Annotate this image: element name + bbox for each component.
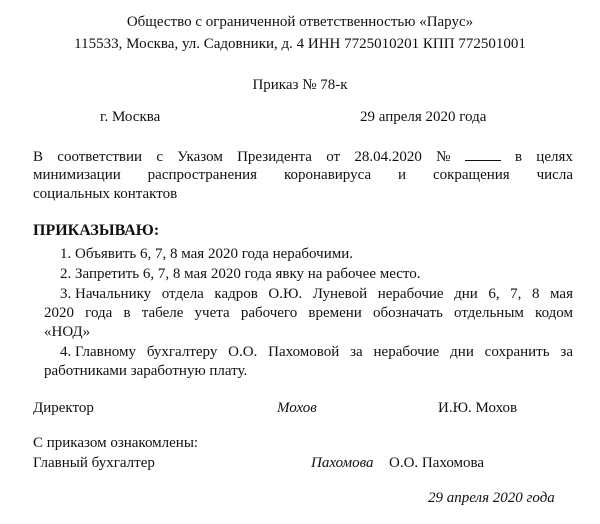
preamble-word: В	[33, 149, 44, 165]
organization-name: Общество с ограниченной ответственностью «Парус»	[126, 14, 474, 30]
preamble-word: Указом	[177, 149, 223, 165]
acknowledgement-date: 29 апреля 2020 года	[428, 490, 555, 506]
preamble-word: №	[436, 149, 451, 165]
preamble-line-2: минимизации распространения коронавируса и сокращения числа	[33, 167, 573, 183]
director-name: И.Ю. Мохов	[438, 400, 518, 416]
order-title: Приказ № 78-к	[252, 77, 348, 93]
list-item-text: Объявить 6, 7, 8 мая 2020 года нерабочими.	[75, 246, 354, 262]
organization-details: 115533, Москва, ул. Садовники, д. 4 ИНН 7725010201 КПП 772501001	[74, 36, 526, 52]
list-item-text: «НОД»	[44, 324, 91, 340]
accountant-signature: Пахомова	[311, 455, 374, 471]
order-city: г. Москва	[100, 109, 161, 125]
decree-heading: ПРИКАЗЫВАЮ:	[33, 222, 160, 239]
order-date: 29 апреля 2020 года	[360, 109, 487, 125]
list-item-number: 4.	[60, 344, 72, 360]
preamble-word: целях	[536, 149, 573, 165]
acknowledgement-label: С приказом ознакомлены:	[33, 435, 199, 451]
preamble-word: Президента	[237, 149, 312, 165]
director-signature: Мохов	[277, 400, 317, 416]
preamble-word: соответствии	[57, 149, 143, 165]
list-item-text: Начальнику отдела кадров О.Ю. Луневой нерабочие дни 6, 7, 8 мая	[75, 286, 573, 302]
list-item-text: 2020 года в табеле учета рабочего времени обозначать отдельным кодом	[44, 305, 573, 321]
list-item-number: 3.	[60, 286, 72, 302]
preamble-word: в	[514, 149, 523, 165]
accountant-title: Главный бухгалтер	[33, 455, 155, 471]
director-title: Директор	[33, 400, 94, 416]
list-item-number: 1.	[60, 246, 72, 262]
preamble-line-3: социальных контактов	[33, 186, 178, 202]
list-item-text: Запретить 6, 7, 8 мая 2020 года явку на рабочее место.	[75, 266, 421, 282]
preamble-line-1	[33, 147, 573, 166]
preamble-word: 28.04.2020	[354, 149, 422, 165]
preamble-word: от	[326, 149, 341, 165]
preamble-word: с	[156, 149, 163, 165]
list-item-text: Главному бухгалтеру О.О. Пахомовой за нерабочие дни сохранить за	[75, 344, 573, 360]
list-item-text: работниками заработную плату.	[44, 363, 248, 379]
list-item-number: 2.	[60, 266, 72, 282]
accountant-name: О.О. Пахомова	[389, 455, 485, 471]
decree-number-blank	[465, 147, 501, 161]
